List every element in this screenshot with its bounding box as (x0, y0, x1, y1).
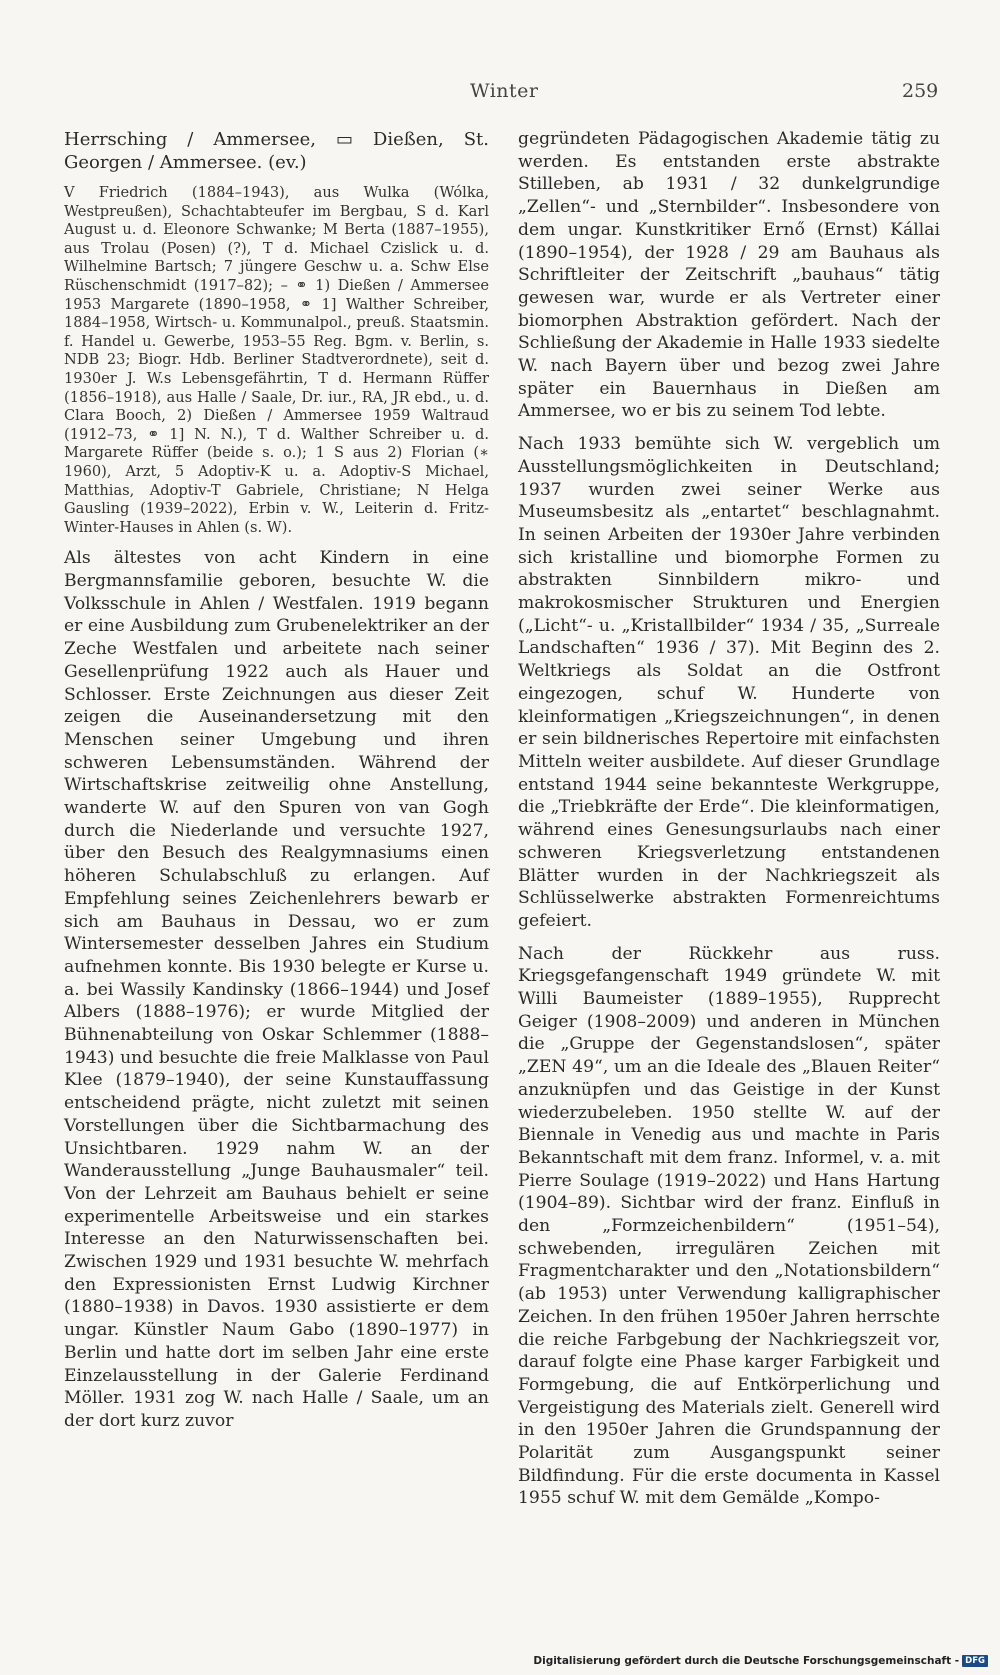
dfg-logo-icon: DFG (962, 1655, 988, 1667)
place-of-death: Herrsching / Ammersee, ▭ Dießen, St. Georgen / Ammersee. (ev.) (64, 129, 489, 173)
biography-paragraph: gegründeten Pädagogischen Akademie tätig zu werden. Es entstanden erste abstrakte Stilleben, ab 1931 / 32 dunkelgrundige „Zellen“- und „Sternbilder“. Insbesondere von dem ungar. Kunstkritiker Ernő (Ernst) Kállai (1890–1954), der 1928 / 29 am Bauhaus als Schriftleiter der Zeitschrift „bauhaus“ tätig gewesen war, wurde er als Vertreter einer biomorphen Abstraktion gefördert. Nach der Schließung der Akademie in Halle 1933 siedelte W. nach Bayern über und bezog zwei Jahre später ein Bauernhaus in Dießen am Ammersee, wo er bis zu seinem Tod lebte. (518, 129, 940, 422)
right-column (518, 128, 940, 1520)
biography-paragraph: Als ältestes von acht Kindern in eine Bergmannsfamilie geboren, besuchte W. die Volksschule in Ahlen / Westfalen. 1919 begann er eine Ausbildung zum Grubenelektriker an der Zeche Westfalen und arbeitete nach seiner Gesellenprüfung 1922 auch als Hauer und Schlosser. Erste Zeichnungen aus dieser Zeit zeigen die Auseinandersetzung mit den Menschen seiner Umgebung und ihren schweren Lebensumständen. Während der Wirtschaftskrise zeitweilig ohne Anstellung, wanderte W. auf den Spuren von van Gogh durch die Niederlande und versuchte 1927, über den Besuch des Realgymnasiums einen höheren Schulabschluß zu erlangen. Auf Empfehlung seines Zeichenlehrers bewarb er sich am Bauhaus in Dessau, wo er zum Wintersemester desselben Jahres ein Studium aufnehmen konnte. Bis 1930 belegte er Kurse u. a. bei Wassily Kandinsky (1866–1944) und Josef Albers (1888–1976); er wurde Mitglied der Bühnenabteilung von Oskar Schlemmer (1888–1943) und besuchte die freie Malklasse von Paul Klee (1879–1940), der seine Kunstauffassung entscheidend prägte, nicht zuletzt mit seinen Vorstellungen über die Sichtbarmachung des Unsichtbaren. 1929 nahm W. an der Wanderausstellung „Junge Bauhausmaler“ teil. Von der Lehrzeit am Bauhaus behielt er seine experimentelle Arbeitsweise und ein starkes Interesse an den Naturwissenschaften bei. Zwischen 1929 und 1931 besuchte W. mehrfach den Expressionisten Ernst Ludwig Kirchner (1880–1938) in Davos. 1930 assistierte er dem ungar. Künstler Naum Gabo (1890–1977) in Berlin und hatte dort im selben Jahr eine erste Einzelausstellung in der Galerie Ferdinand Möller. 1931 zog W. nach Halle / Saale, um an der dort kurz zuvor (64, 548, 489, 1431)
running-head: Winter (470, 80, 539, 102)
funding-footer (533, 1655, 988, 1667)
biography-paragraph: Nach der Rückkehr aus russ. Kriegsgefangenschaft 1949 gründete W. mit Willi Baumeister (1889–1955), Rupprecht Geiger (1908–2009) und anderen in München die „Gruppe der Gegenstandslosen“, später „ZEN 49“, um an die Ideale des „Blauen Reiter“ anzuknüpfen und das Geistige in der Kunst wiederzubeleben. 1950 stellte W. auf der Biennale in Venedig aus und machte in Paris Bekanntschaft mit dem franz. Informel, v. a. mit Pierre Soulage (1919–2022) und Hans Hartung (1904–89). Sichtbar wird der franz. Einfluß in den „Formzeichenbildern“ (1951–54), schwebenden, irregulären Zeichen mit Fragmentcharakter und den „Notationsbildern“ (ab 1953) unter Verwendung kalligraphischer Zeichen. In den frühen 1950er Jahren herrschte die reiche Farbgebung der Nachkriegszeit vor, darauf folgte eine Phase karger Farbigkeit und Formgebung, die auf Entkörperlichung und Vergeistigung des Materials zielt. Generell wird in den 1950er Jahren die Grundspannung der Polarität zum Ausgangspunkt seiner Bildfindung. Für die erste documenta in Kassel 1955 schuf W. mit dem Gemälde „Kompo- (518, 943, 940, 1509)
funding-note: Digitalisierung gefördert durch die Deutsche Forschungsgemeinschaft - (533, 1655, 960, 1667)
page-number: 259 (902, 80, 939, 102)
genealogy-paragraph: V Friedrich (1884–1943), aus Wulka (Wólka, Westpreußen), Schachtabteufer im Bergbau, S d. Karl August u. d. Eleonore Schwanke; M Berta (1887–1955), aus Trolau (Posen) (?), T d. Michael Czislick u. d. Wilhelmine Bartsch; 7 jüngere Geschw u. a. Schw Else Rüschenschmidt (1917–82); – ⚭ 1) Dießen / Ammersee 1953 Margarete (1890–1958, ⚭ 1] Walther Schreiber, 1884–1958, Wirtsch- u. Kommunalpol., preuß. Staatsmin. f. Handel u. Gewerbe, 1953–55 Reg. Bgm. v. Berlin, s. NDB 23; Biogr. Hdb. Berliner Stadtverordnete), seit d. 1930er J. W.s Lebensgefährtin, T d. Hermann Rüffer (1856–1918), aus Halle / Saale, Dr. iur., RA, JR ebd., u. d. Clara Booch, 2) Dießen / Ammersee 1959 Waltraud (1912–73, ⚭ 1] N. N.), T d. Walther Schreiber u. d. Margarete Rüffer (beide s. o.); 1 S aus 2) Florian (∗ 1960), Arzt, 5 Adoptiv-K u. a. Adoptiv-S Michael, Matthias, Adoptiv-T Gabriele, Christiane; N Helga Gausling (1939–2022), Erbin v. W., Leiterin d. Fritz-Winter-Hauses in Ahlen (s. W). (64, 184, 489, 536)
left-column (64, 128, 489, 1442)
biography-paragraph: Nach 1933 bemühte sich W. vergeblich um Ausstellungsmöglichkeiten in Deutschland; 1937 wurden zwei seiner Werke aus Museumsbesitz als „entartet“ beschlagnahmt. In seinen Arbeiten der 1930er Jahre verbinden sich kristalline und biomorphe Formen zu abstrakten Sinnbildern mikro- und makrokosmischer Strukturen und Energien („Licht“- u. „Kristallbilder“ 1934 / 35, „Surreale Landschaften“ 1936 / 37). Mit Beginn des 2. Weltkriegs als Soldat an die Ostfront eingezogen, schuf W. Hunderte von kleinformatigen „Kriegszeichnungen“, in denen er sein bildnerisches Repertoire mit einfachsten Mitteln weiter ausbildete. Auf dieser Grundlage entstand 1944 seine bekannteste Werkgruppe, die „Triebkräfte der Erde“. Die kleinformatigen, während eines Genesungsurlaubs nach einer schweren Kriegsverletzung entstandenen Blätter wurden in der Nachkriegszeit als Schlüsselwerke abstrakten Formenreichtums gefeiert. (518, 434, 940, 931)
